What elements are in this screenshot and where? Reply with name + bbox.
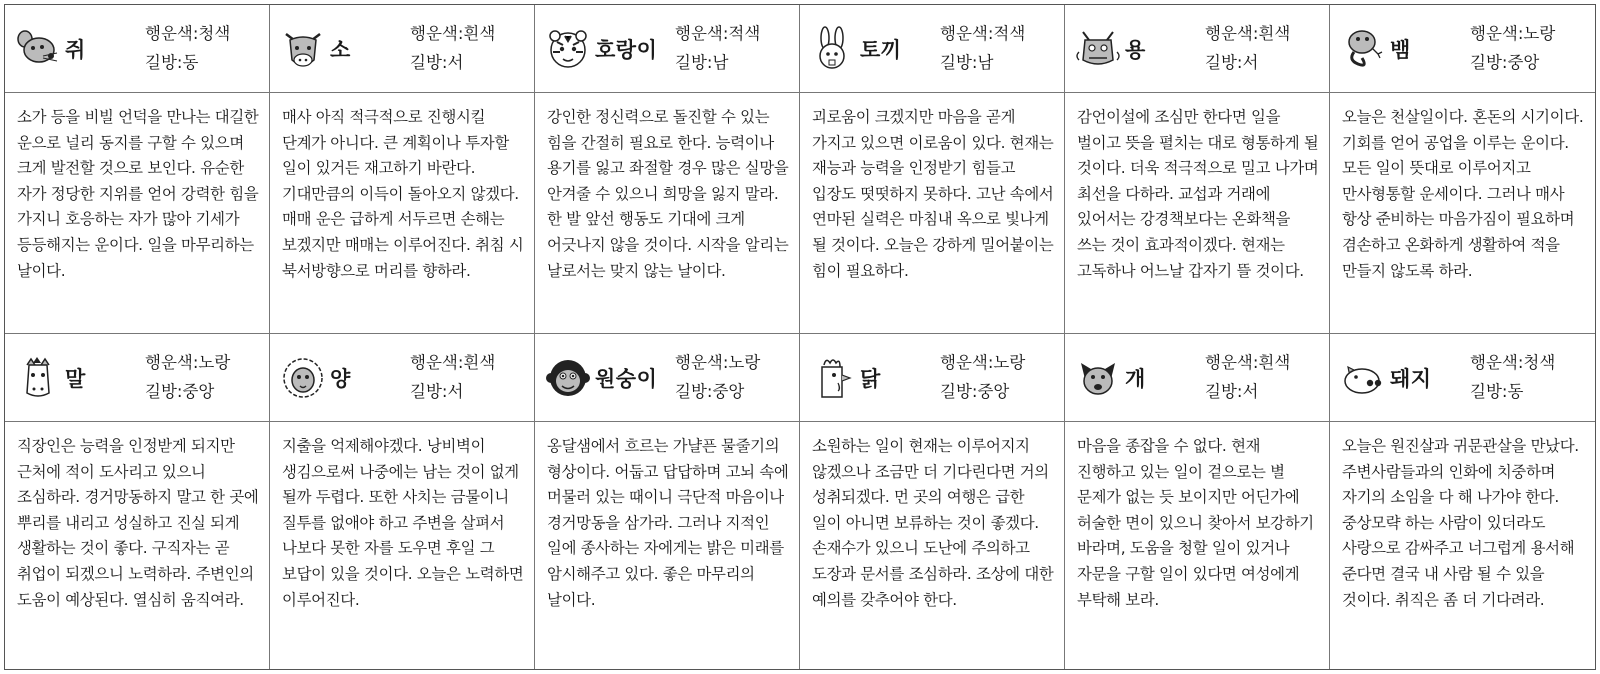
luck-info (410, 348, 495, 406)
header-pig (1330, 334, 1595, 422)
rabbit-icon (810, 26, 856, 72)
animal-name: 쥐 (65, 37, 86, 62)
animal-name: 닭 (860, 366, 881, 391)
direction-label: 길방: (410, 382, 448, 401)
lucky-color: 흰색 (463, 24, 496, 43)
lucky-direction: 서 (447, 382, 464, 401)
fortune-text-rooster: 소원하는 일이 현재는 이루어지지 않겠으나 조금만 더 기다린다면 거의 성취되겠다. 먼 곳의 여행은 급한 일이 아니면 보류하는 것이 좋겠다. 손재수가 있으니 도난에 주의하고 도장과 문서를 조심하라. 조상에 대한 예의를 갖추어야 한다. (800, 422, 1065, 669)
lucky-color: 청색 (1523, 353, 1556, 372)
lucky-direction: 동 (1507, 382, 1524, 401)
lucky-direction: 중앙 (182, 382, 215, 401)
tiger-icon (545, 26, 591, 72)
snake-icon (1340, 26, 1386, 72)
luck-info (940, 19, 1025, 77)
animal-name: 소 (330, 37, 351, 62)
luck-info (1205, 348, 1290, 406)
color-label: 행운색: (410, 353, 464, 372)
direction-label: 길방: (675, 382, 713, 401)
lucky-color: 적색 (728, 24, 761, 43)
animal-name: 호랑이 (595, 37, 658, 62)
fortune-text-dragon: 감언이설에 조심만 한다면 일을 벌이고 뜻을 펼치는 대로 형통하게 될 것이다. 더욱 적극적으로 밀고 나가며 최선을 다하라. 교섭과 거래에 있어서는 강경책보다는 온화책을 쓰는 것이 효과적이겠다. 현재는 고독하나 어느날 갑자기 뜰 것이다. (1065, 93, 1330, 334)
color-label: 행운색: (675, 24, 729, 43)
header-rabbit (800, 5, 1065, 93)
lucky-direction: 서 (1242, 382, 1259, 401)
animal-name: 뱀 (1390, 37, 1411, 62)
animal-name: 원숭이 (595, 366, 658, 391)
lucky-direction: 중앙 (977, 382, 1010, 401)
animal-name: 말 (65, 366, 86, 391)
fortune-text-tiger: 강인한 정신력으로 돌진할 수 있는 힘을 간절히 필요로 한다. 능력이나 용기를 잃고 좌절할 경우 많은 실망을 안겨줄 수 있으니 희망을 잃지 말라. 한 발 앞선 행동도 기대에 크게 어긋나지 않을 것이다. 시작을 알리는 날로서는 맞지 않는 날이다. (535, 93, 800, 334)
direction-label: 길방: (1470, 53, 1508, 72)
luck-info (675, 19, 760, 77)
direction-label: 길방: (940, 382, 978, 401)
fortune-text-dog: 마음을 종잡을 수 없다. 현재 진행하고 있는 일이 겉으로는 별 문제가 없는 듯 보이지만 어딘가에 허술한 면이 있으니 찾아서 보강하기 바라며, 도움을 청할 일이 있거나 자문을 구할 일이 있다면 여성에게 부탁해 보라. (1065, 422, 1330, 669)
color-label: 행운색: (1205, 24, 1259, 43)
rooster-icon (810, 355, 856, 401)
luck-info (1470, 19, 1555, 77)
fortune-text-snake: 오늘은 천살일이다. 혼돈의 시기이다. 기회를 얻어 공업을 이루는 운이다. 모든 일이 뜻대로 이루어지고 만사형통할 운세이다. 그러나 매사 항상 준비하는 마음가짐이 필요하며 겸손하고 온화하게 생활하여 적을 만들지 않도록 하라. (1330, 93, 1595, 334)
lucky-color: 노랑 (728, 353, 761, 372)
fortune-text-pig: 오늘은 원진살과 귀문관살을 만났다. 주변사람들과의 인화에 치중하며 자기의 소임을 다 해 나가야 한다. 중상모략 하는 사람이 있더라도 사랑으로 감싸주고 너그럽게 용서해 준다면 결국 내 사람 될 수 있을 것이다. 취직은 좀 더 기다려라. (1342, 437, 1579, 609)
fortune-text-rat: 소가 등을 비빌 언덕을 만나는 대길한 운으로 널리 동지를 구할 수 있으며 크게 발전할 것으로 보인다. 유순한 자가 정당한 지위를 얻어 강력한 힘을 가지니 호응하는 자가 많아 기세가 등등해지는 운이다. 일을 마무리하는 날이다. (5, 93, 270, 334)
color-label: 행운색: (145, 24, 199, 43)
color-label: 행운색: (940, 24, 994, 43)
luck-info (1205, 19, 1290, 77)
luck-info (410, 19, 495, 77)
dog-icon (1075, 355, 1121, 401)
header-sheep (270, 334, 535, 422)
lucky-color: 노랑 (198, 353, 231, 372)
luck-info (675, 348, 760, 406)
header-snake (1330, 5, 1595, 93)
color-label: 행운색: (1470, 24, 1524, 43)
header-ox (270, 5, 535, 93)
pig-icon (1340, 355, 1386, 401)
lucky-color: 흰색 (463, 353, 496, 372)
lucky-color: 흰색 (1258, 24, 1291, 43)
color-label: 행운색: (675, 353, 729, 372)
header-monkey (535, 334, 800, 422)
lucky-direction: 중앙 (712, 382, 745, 401)
fortune-text-monkey: 옹달샘에서 흐르는 가냘픈 물줄기의 형상이다. 어둡고 답답하며 고뇌 속에 머물러 있는 때이니 극단적 마음이나 경거망동을 삼가라. 그러나 지적인 일에 종사하는 자에게는 밝은 미래를 암시해주고 있다. 좋은 마무리의 날이다. (535, 422, 800, 669)
direction-label: 길방: (940, 53, 978, 72)
luck-info (145, 348, 230, 406)
header-dragon (1065, 5, 1330, 93)
color-label: 행운색: (410, 24, 464, 43)
horse-icon (15, 355, 61, 401)
direction-label: 길방: (145, 53, 183, 72)
lucky-direction: 서 (447, 53, 464, 72)
lucky-direction: 동 (182, 53, 199, 72)
lucky-direction: 남 (977, 53, 994, 72)
header-rooster (800, 334, 1065, 422)
header-dog (1065, 334, 1330, 422)
zodiac-fortune-board (4, 4, 1596, 670)
direction-label: 길방: (1205, 53, 1243, 72)
lucky-direction: 중앙 (1507, 53, 1540, 72)
luck-info (1470, 348, 1555, 406)
dragon-icon (1075, 26, 1121, 72)
lucky-direction: 남 (712, 53, 729, 72)
fortune-text-horse: 직장인은 능력을 인정받게 되지만 근처에 적이 도사리고 있으니 조심하라. 경거망동하지 말고 한 곳에 뿌리를 내리고 성실하고 진실 되게 생활하는 것이 좋다. 구직자는 곧 취업이 되겠으니 노력하라. 주변인의 도움이 예상된다. 열심히 움직여라. (5, 422, 270, 669)
sheep-icon (280, 355, 326, 401)
lucky-color: 적색 (993, 24, 1026, 43)
direction-label: 길방: (1470, 382, 1508, 401)
lucky-color: 노랑 (1523, 24, 1556, 43)
monkey-icon (545, 355, 591, 401)
luck-info (940, 348, 1025, 406)
ox-icon (280, 26, 326, 72)
animal-name: 용 (1125, 37, 1146, 62)
fortune-text-sheep: 지출을 억제해야겠다. 낭비벽이 생김으로써 나중에는 남는 것이 없게 될까 두렵다. 또한 사치는 금물이니 질투를 없애야 하고 주변을 살펴서 나보다 못한 자를 도우면 후일 그 보답이 있을 것이다. 오늘은 노력하면 이루어진다. (270, 422, 535, 669)
lucky-color: 노랑 (993, 353, 1026, 372)
lucky-color: 청색 (198, 24, 231, 43)
header-tiger (535, 5, 800, 93)
animal-name: 돼지 (1390, 366, 1432, 391)
direction-label: 길방: (410, 53, 448, 72)
direction-label: 길방: (1205, 382, 1243, 401)
rat-icon (15, 26, 61, 72)
direction-label: 길방: (675, 53, 713, 72)
lucky-direction: 서 (1242, 53, 1259, 72)
fortune-text-ox: 매사 아직 적극적으로 진행시킬 단계가 아니다. 큰 계획이나 투자할 일이 있거든 재고하기 바란다. 기대만큼의 이득이 돌아오지 않겠다. 매매 운은 급하게 서두르면 손해는 보겠지만 매매는 이루어진다. 취침 시 북서방향으로 머리를 향하라. (270, 93, 535, 334)
animal-name: 토끼 (860, 37, 902, 62)
lucky-color: 흰색 (1258, 353, 1291, 372)
color-label: 행운색: (1205, 353, 1259, 372)
direction-label: 길방: (145, 382, 183, 401)
luck-info (145, 19, 230, 77)
color-label: 행운색: (145, 353, 199, 372)
color-label: 행운색: (940, 353, 994, 372)
animal-name: 양 (330, 366, 351, 391)
header-rat (5, 5, 270, 93)
header-horse (5, 334, 270, 422)
color-label: 행운색: (1470, 353, 1524, 372)
animal-name: 개 (1125, 366, 1146, 391)
fortune-text-rabbit: 괴로움이 크겠지만 마음을 곧게 가지고 있으면 이로움이 있다. 현재는 재능과 능력을 인정받기 힘들고 입장도 떳떳하지 못하다. 고난 속에서 연마된 실력은 마침내 옥으로 빛나게 될 것이다. 오늘은 강하게 밀어붙이는 힘이 필요하다. (800, 93, 1065, 334)
